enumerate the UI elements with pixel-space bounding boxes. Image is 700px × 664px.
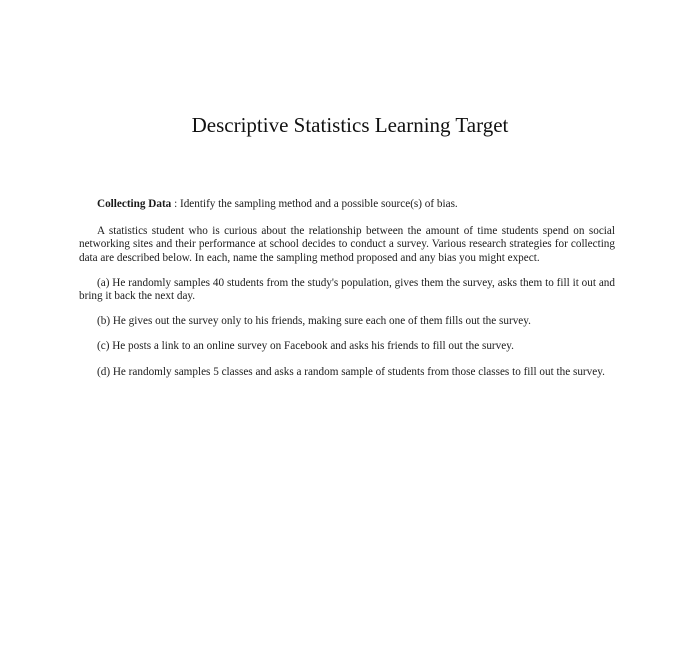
item-text: He randomly samples 40 students from the study's population, gives them the survey, asks them to fill it out and bring it back the next day. bbox=[79, 276, 615, 303]
list-item bbox=[79, 277, 615, 303]
page-title: Descriptive Statistics Learning Target bbox=[191, 113, 509, 137]
intro-paragraph: A statistics student who is curious about the relationship between the amount of time students spend on social networking sites and their performance at school decides to conduct a survey. Various research strategies for collecting data are described below. In each, name the sampling method proposed and any bias you might expect. bbox=[79, 225, 615, 264]
section-separator: : bbox=[171, 198, 180, 210]
list-item bbox=[79, 366, 615, 379]
item-text: He posts a link to an online survey on Facebook and asks his friends to fill out the survey. bbox=[112, 340, 514, 353]
section-instruction: Identify the sampling method and a possible source(s) of bias. bbox=[179, 198, 458, 210]
list-item bbox=[79, 315, 615, 328]
item-label: (d) bbox=[97, 365, 111, 378]
section-heading bbox=[97, 198, 615, 211]
item-label: (c) bbox=[97, 340, 110, 353]
document-body bbox=[79, 198, 615, 391]
item-label: (a) bbox=[97, 276, 110, 289]
list-item bbox=[79, 340, 615, 353]
item-label: (b) bbox=[97, 315, 111, 328]
item-text: He randomly samples 5 classes and asks a random sample of students from those classes to fill out the survey. bbox=[112, 365, 605, 378]
section-term: Collecting Data bbox=[97, 198, 172, 210]
item-text: He gives out the survey only to his friends, making sure each one of them fills out the survey. bbox=[112, 315, 531, 328]
